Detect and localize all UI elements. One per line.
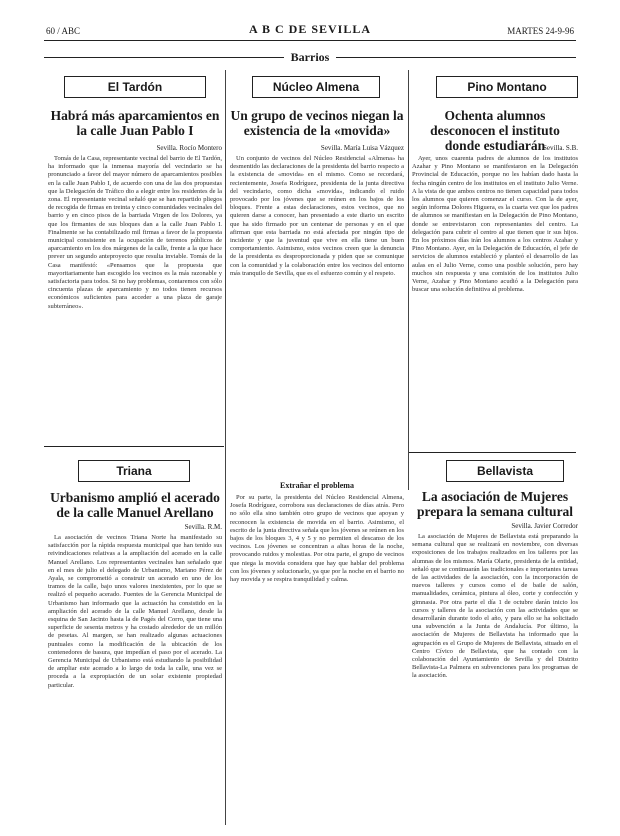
neighborhood-label: Bellavista — [446, 460, 564, 482]
article-subhead: Extrañar el problema — [280, 481, 354, 490]
article-byline: Sevilla. S.B. — [542, 144, 578, 152]
page-number: 60 / ABC — [46, 26, 81, 36]
article-byline: Sevilla. María Luisa Vázquez — [320, 144, 404, 152]
issue-date: MARTES 24-9-96 — [507, 26, 574, 36]
article-body: Ayer, unos cuarenta padres de alumnos de los institutos Azahar y Pino Montano se manifestaron en la Delegación Provincial de Educación, porque no les habían dado hasta la fecha ningún centro de los institutos en el instituto Julio Verne. A la vista de que ambos centros no tienen capacidad para todos los alumnos que quieren comenzar el curso. Con la de ayer, según informa Dolores Higuera, es la cuarta vez que los padres de alumnos se manifiestan en la Delegación de Pino Montano, donde se entrevistaron con representantes del centro. La delegación para cubrir el centro al que tienen que ir sus hijos. En los próximos días irán los alumnos a los centros Azahar y Pino Montano. Ayer, en la Delegación de Educación, el jefe de servicios de alumnos estableció y planteó el desarrollo de las aulas en el Julio Verne, como una posible solución, pero hay muchos sin respuesta y una comisión de los institutos Julio Verne, Azahar y Pino Montano acudió a la Delegación para buscar una solución definitiva al problema. — [412, 155, 578, 294]
article-body: Un conjunto de vecinos del Núcleo Residencial «Almena» ha desmentido las declaraciones de la presidenta del barrio respecto a la existencia de «movida» en el mismo. Como se recordará, recientemente, Josefa Rodríguez, presidenta de la junta directiva del vecindario, como dicha «movida», indicando el ruido provocado por los jóvenes que se reúnen en los bajos de los bloques. Frente a estas declaraciones, estos vecinos, que no quieren darse a conocer, han presentado a este diario un escrito que ha sido firmado por un centenar de personas y en el que afirman que esta barriada no está afectada por ningún tipo de incidente y que la juventud que vive en ella tiene un buen comportamiento. Asimismo, estos vecinos creen que la denuncia de la presidenta es desproporcionada y piden que se comunique con la comunidad y la colaboración entre los vecinos del entorno más tranquilo de Sevilla, que es el esfuerzo común y el respeto. — [230, 155, 404, 277]
column-divider-1 — [225, 70, 226, 825]
article-body-2: Por su parte, la presidenta del Núcleo Residencial Almena, Josefa Rodríguez, corrobora sus declaraciones de días atrás. Pero no sólo ella sino también otro grupo de vecinos que apoyan y reconocen la existencia de movida en el barrio. Asimismo, el escrito de la junta directiva señala que los jóvenes se reúnen en los bajos de los bloques 3, 4 y 5 y no permiten el descanso de los vecinos. Los jóvenes se concentran a altas horas de la noche, provocando ruidos y molestias. Por otra parte, el grupo de vecinos que niega la movida considera que hay que hablar del problema con los jóvenes y solucionarlo, ya que por la noche en el barrio no hay movida y se respira tranquilidad y calma. — [230, 494, 404, 584]
column-1-separator — [44, 446, 224, 447]
section-title: Barrios — [290, 50, 330, 64]
article-byline: Sevilla. Javier Corredor — [511, 522, 578, 530]
article-body: La asociación de Mujeres de Bellavista está preparando la semana cultural que se realizará en noviembre, con diversas exposiciones de los trabajos realizados en los talleres por las alumnas de los mismos. María Olarte, presidenta de la entidad, señaló que se continuarán las tradicionales e importantes tareas de las actividades de la asociación, con la incorporación de nuevos talleres y cursos como el de baile de salón, manualidades, cerámica, pintura al óleo, corte y confección y gimnasia. Por otra parte el día 1 de octubre darán inicio los cursos y talleres de la asociación con las actividades que se desarrollarán durante todo el año, y para ello se ha solicitado una subvención a la Junta de Andalucía. Por último, la asociación de Mujeres de Bellavista ha informado que la agrupación es el Grupo de Mujeres de Bellavista, situado en el Centro Cívico de Bellavista, que ha contado con la colaboración del Ayuntamiento de Sevilla y del Distrito Bellavista-La Palmera en subvenciones para los programas de la asociación. — [412, 533, 578, 680]
masthead: A B C DE SEVILLA — [248, 22, 372, 36]
neighborhood-label: Pino Montano — [436, 76, 578, 98]
article-body: Tomás de la Casa, representante vecinal del barrio de El Tardón, ha informado que la inmensa mayoría del vecindario se ha pronunciado a favor del mayor número de aparcamientos posibles en la calle Juan Pablo I, de acuerdo con una de las dos propuestas que la Delegación de Tráfico dio a elegir entre los residentes de la zona. El representante vecinal señaló que se han repartido pliegos de recogida de firmas en treinta y cinco comunidades vecinales del barrio y en cinco pisos de la barriada Virgen de los Dolores, ya que los firmantes de sus bloques dan a la calle Juan Pablo I. Finalmente se ha contabilizado mil firmas a favor de la propuesta municipal consistente en la ocupación de terrenos públicos de aparcamiento en los dos márgenes de la calle, frente a la que hace prever un segundo anteproyecto que resulta inviable. Tomás de la Casa manifestó: «Pensamos que la propuesta que mayoritariamente han escogido los vecinos es la más razonable y satisfactoria para todos. Si no hay problemas, contaremos con sólo cincuenta plazas de aparcamiento y no todos tienen recursos económicos suficientes para acceder a una plaza de garaje subterráneo». — [48, 155, 222, 310]
neighborhood-label: Núcleo Almena — [252, 76, 380, 98]
article-headline: Urbanismo amplió el acerado de la calle Manuel Arellano — [50, 490, 220, 520]
article-headline: Habrá más aparcamientos en la calle Juan Pablo I — [50, 108, 220, 138]
neighborhood-label: El Tardón — [64, 76, 206, 98]
article-byline: Sevilla. Rocío Montero — [156, 144, 222, 152]
article-body: La asociación de vecinos Triana Norte ha manifestado su satisfacción por la rápida respuesta municipal que han tenido sus reivindicaciones relativas a la ampliación del acerado en la calle Manuel Arellano. Los representantes vecinales han señalado que en el mes de julio el delegado de Urbanismo, Mariano Pérez de Ayala, se comprometió a construir un acerado en uno de los tramos de la calle, bajo unos valores inexistentes, por lo que se realizó el pequeño acerado. Fuentes de la Gerencia Municipal de Urbanismo han informado que la actuación ha consistido en la ampliación del acerado de la calle Manuel Arellano, desde la esquina de San Jacinto hasta la de Pagés del Corro, que tiene una superficie de sesenta metros y ha costado alrededor de un millón de pesetas. Al margen, se han realizado algunas actuaciones puntuales como la modificación de la ubicación de los contenedores de basura, que impedían el paso por el acerado. La Gerencia Municipal de Urbanismo está estudiando la posibilidad de ampliar este acerado a lo largo de toda la calle, una vez se proceda a la expropiación de un solar existente propiedad particular. — [48, 534, 222, 689]
article-headline: La asociación de Mujeres prepara la semana cultural — [416, 489, 574, 519]
article-headline: Un grupo de vecinos niegan la existencia de la «movida» — [230, 108, 404, 138]
article-headline: Ochenta alumnos desconocen el instituto donde estudiarán — [430, 108, 560, 153]
column-3-separator — [409, 452, 576, 453]
column-divider-2 — [408, 70, 409, 490]
article-byline: Sevilla. R.M. — [184, 523, 222, 531]
neighborhood-label: Triana — [78, 460, 190, 482]
top-rule — [44, 40, 576, 41]
